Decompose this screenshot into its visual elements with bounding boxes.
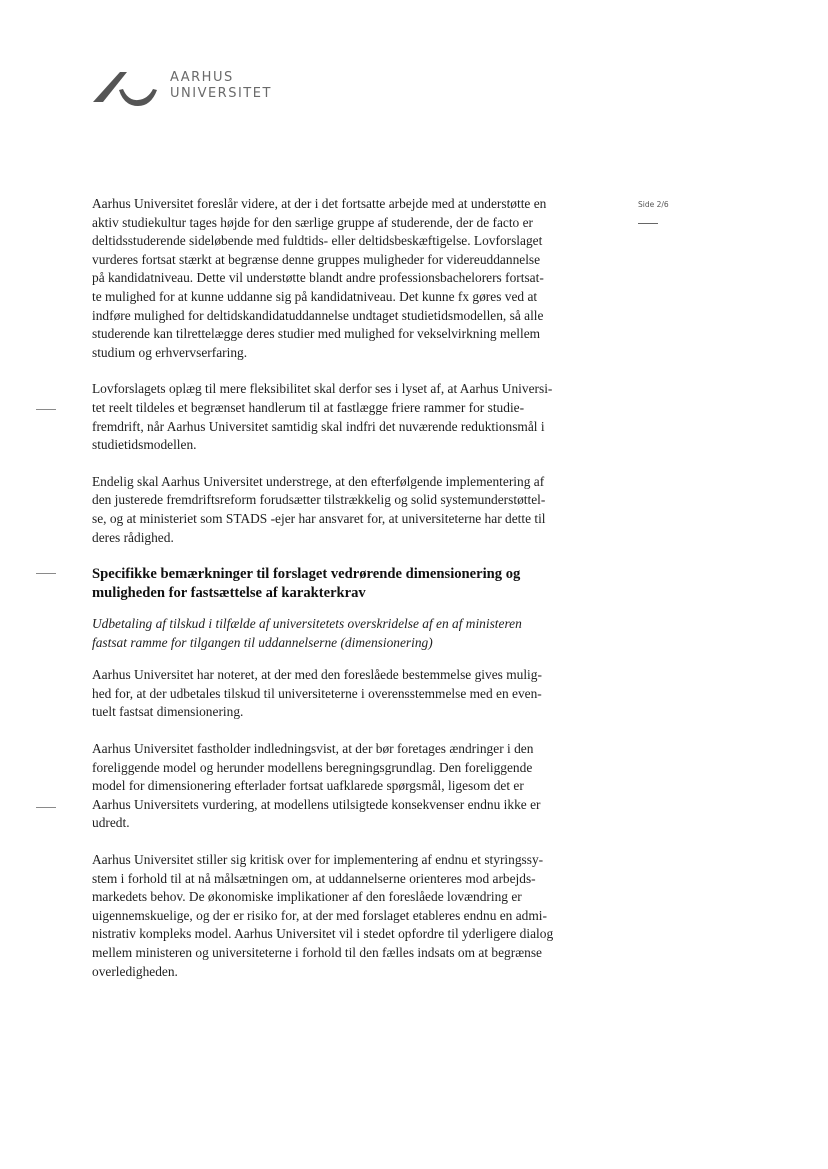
text-line: Endelig skal Aarhus Universitet understrege, at den efterfølgende implementering af [92,473,545,489]
text-line: studietidsmodellen. [92,437,197,453]
fold-mark [36,573,56,574]
paragraph-5 [92,740,616,833]
text-line: Aarhus Universitet stiller sig kritisk over for implementering af endnu et styringssy- [92,852,544,868]
text-line: model for dimensionering efterlader fortsat uafklarede spørgsmål, ligesom det er [92,778,524,794]
text-line: foreliggende model og herunder modellens beregningsgrundlag. Den foreliggende [92,759,533,775]
text-line: stem i forhold til at nå målsætningen om, at uddannelserne orienteres mod arbejds- [92,870,536,886]
text-line: te mulighed for at kunne uddanne sig på kandidatniveau. Det kunne fx gøres ved at [92,288,538,304]
section-heading [92,565,616,603]
text-line: hed for, at der udbetales tilskud til universiteterne i overensstemmelse med en even- [92,685,542,701]
text-line: uigennemskuelige, og der er risiko for, at der med forslaget etableres endnu en admi- [92,907,547,923]
text-line: indføre mulighed for deltidskandidatuddannelse undtaget studietidsmodellen, så alle [92,307,544,323]
paragraph-4 [92,666,616,722]
text-line: tuelt fastsat dimensionering. [92,704,244,720]
heading-line: muligheden for fastsættelse af karakterkrav [92,585,366,602]
text-line: Aarhus Universitets vurdering, at modellens utilsigtede konsekvenser endnu ikke er [92,796,541,812]
text-line: fremdrift, når Aarhus Universitet samtidig skal indfri det nuværende reduktionsmål i [92,418,545,434]
paragraph-6 [92,851,616,981]
subheading-line: fastsat ramme for tilgangen til uddannelserne (dimensionering) [92,634,433,650]
text-line: deltidsstuderende sideløbende med fuldtids- eller deltidsbeskæftigelse. Lovforslaget [92,233,543,249]
paragraph-2 [92,380,616,454]
text-line: Aarhus Universitet foreslår videre, at der i det fortsatte arbejde med at understøtte en [92,196,547,211]
text-line: Aarhus Universitet fastholder indledningsvist, at der bør foretages ændringer i den [92,741,534,757]
text-line: mellem ministeren og universiteterne i forhold til den fælles indsats om at begrænse [92,945,542,960]
margin-rule [638,223,658,224]
text-line: nistrativ kompleks model. Aarhus Universitet vil i stedet opfordre til yderligere dialog [92,926,554,942]
logo-line-universitet: UNIVERSITET [170,86,272,101]
text-line: se, og at ministeriet som STADS -ejer har ansvaret for, at universiteterne har dette til [92,510,546,526]
logo-line-aarhus: AARHUS [170,70,234,85]
au-logo-icon [90,68,160,108]
university-logo [90,68,290,108]
text-line: studerende kan tilrettelægge deres studier med mulighed for vekselvirkning mellem [92,326,541,342]
document-body [92,195,616,999]
text-line: tet reelt tildeles et begrænset handlerum til at fastlægge friere rammer for studie- [92,399,525,415]
text-line: Aarhus Universitet har noteret, at der med den foreslåede bestemmelse gives mulig- [92,667,542,683]
heading-line: Specifikke bemærkninger til forslaget vedrørende dimensionering og [92,566,521,583]
paragraph-1 [92,195,616,362]
logo-wordmark [170,70,272,102]
text-line: studium og erhvervserfaring. [92,344,248,360]
text-line: markedets behov. De økonomiske implikationer af den foreslåede lovændring er [92,889,522,905]
paragraph-3 [92,473,616,547]
sub-heading [92,615,616,652]
fold-mark [36,807,56,808]
text-line: Lovforslagets oplæg til mere fleksibilitet skal derfor ses i lyset af, at Aarhus Universi- [92,381,553,397]
text-line: vurderes fortsat stærkt at begrænse denne gruppes muligheder for videreuddannelse [92,251,541,267]
fold-mark [36,409,56,410]
text-line: på kandidatniveau. Dette vil understøtte blandt andre professionsbachelorers fortsat- [92,270,544,286]
text-line: aktiv studiekultur tages højde for den særlige gruppe af studerende, der de facto er [92,214,533,230]
text-line: udredt. [92,815,130,831]
text-line: deres rådighed. [92,529,174,545]
page-number: Side 2/6 [638,200,669,209]
text-line: overledigheden. [92,963,178,979]
text-line: den justerede fremdriftsreform forudsætter tilstrækkelig og solid systemunderstøttel- [92,492,546,508]
subheading-line: Udbetaling af tilskud i tilfælde af universitetets overskridelse af en af ministeren [92,616,522,632]
